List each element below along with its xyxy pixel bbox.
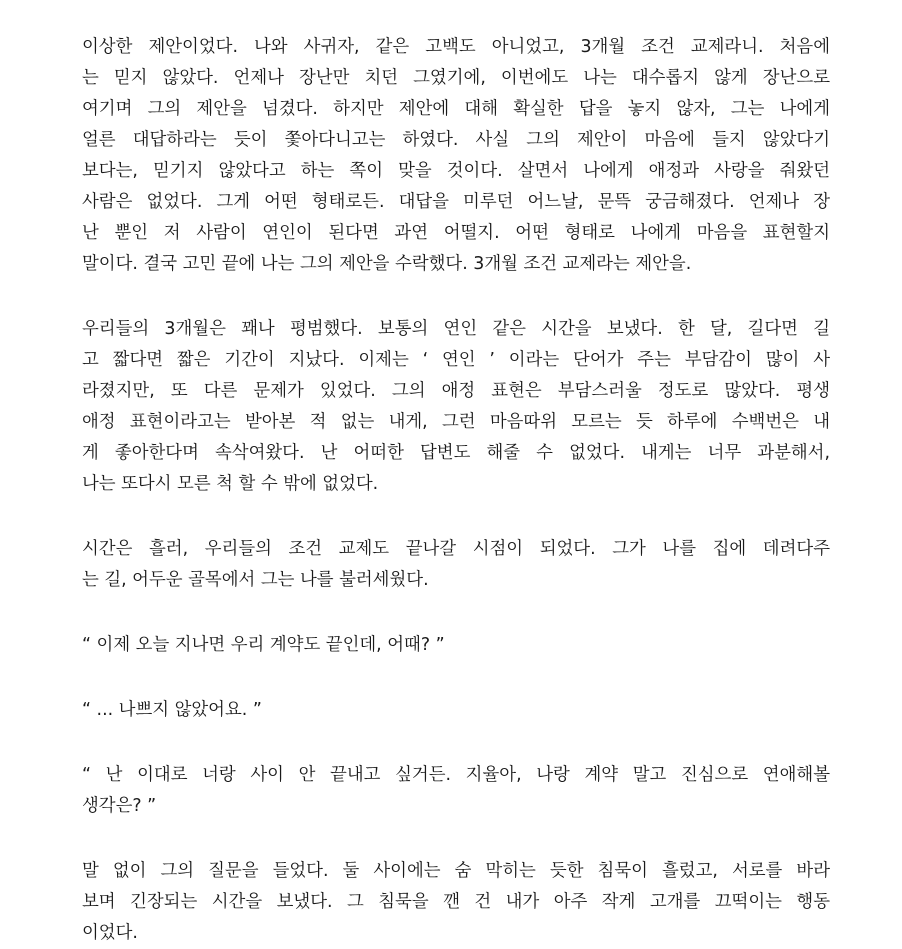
text-line: 나는 또다시 모른 척 할 수 밖에 없었다.	[82, 474, 379, 494]
paragraph-1	[82, 32, 830, 280]
text-line: 말이다. 결국 고민 끝에 나는 그의 제안을 수락했다. 3개월 조건 교제라는 제안을.	[82, 254, 692, 274]
paragraph-gap	[82, 726, 830, 760]
story-text	[82, 32, 830, 949]
text-line: “ 이제 오늘 지나면 우리 계약도 끝인데, 어때? ”	[82, 635, 445, 655]
text-line: 는 길, 어두운 골목에서 그는 나를 불러세웠다.	[82, 570, 429, 590]
text-line: “ ... 나쁘지 않았어요. ”	[82, 700, 262, 720]
text-line: 이상한 제안이었다. 나와 사귀자, 같은 고백도 아니었고, 3개월 조건 교제라니. 처음에	[82, 37, 830, 57]
text-line: “ 난 이대로 너랑 사이 안 끝내고 싶거든. 지율아, 나랑 계약 말고 진심으로 연애해볼	[82, 765, 830, 785]
paragraph-gap	[82, 500, 830, 534]
paragraph-gap	[82, 596, 830, 630]
text-line: 말 없이 그의 질문을 들었다. 둘 사이에는 숨 막히는 듯한 침묵이 흘렀고, 서로를 바라	[82, 861, 830, 881]
dialogue-2	[82, 695, 830, 726]
paragraph-3	[82, 534, 830, 596]
text-line: 게 좋아한다며 속삭여왔다. 난 어떠한 답변도 해줄 수 없었다. 내게는 너무 과분해서,	[82, 443, 830, 463]
paragraph-gap	[82, 280, 830, 314]
text-line: 고 짧다면 짧은 기간이 지났다. 이제는 ‘ 연인 ’ 이라는 단어가 주는 부담감이 많이 사	[82, 350, 830, 370]
text-line: 여기며 그의 제안을 넘겼다. 하지만 제안에 대해 확실한 답을 놓지 않자, 그는 나에게	[82, 99, 830, 119]
paragraph-2	[82, 314, 830, 500]
text-line: 사람은 없었다. 그게 어떤 형태로든. 대답을 미루던 어느날, 문뜩 궁금해졌다. 언제나 장	[82, 192, 830, 212]
text-line: 생각은? ”	[82, 796, 157, 816]
text-line: 보다는, 믿기지 않았다고 하는 쪽이 맞을 것이다. 살면서 나에게 애정과 사랑을 줘왔던	[82, 161, 830, 181]
text-line: 보며 긴장되는 시간을 보냈다. 그 침묵을 깬 건 내가 아주 작게 고개를 끄떡이는 행동	[82, 892, 830, 912]
text-line: 시간은 흘러, 우리들의 조건 교제도 끝나갈 시점이 되었다. 그가 나를 집에 데려다주	[82, 539, 830, 559]
dialogue-1	[82, 630, 830, 661]
paragraph-gap	[82, 661, 830, 695]
text-line: 라졌지만, 또 다른 문제가 있었다. 그의 애정 표현은 부담스러울 정도로 많았다. 평생	[82, 381, 830, 401]
text-line: 난 뿐인 저 사람이 연인이 된다면 과연 어떨지. 어떤 형태로 나에게 마음을 표현할지	[82, 223, 830, 243]
paragraph-gap	[82, 822, 830, 856]
text-line: 는 믿지 않았다. 언제나 장난만 치던 그였기에, 이번에도 나는 대수롭지 않게 장난으로	[82, 68, 830, 88]
text-line: 우리들의 3개월은 꽤나 평범했다. 보통의 연인 같은 시간을 보냈다. 한 달, 길다면 길	[82, 319, 830, 339]
text-line: 얼른 대답하라는 듯이 쫓아다니고는 하였다. 사실 그의 제안이 마음에 들지 않았다기	[82, 130, 830, 150]
dialogue-3	[82, 760, 830, 822]
text-line: 애정 표현이라고는 받아본 적 없는 내게, 그런 마음따위 모르는 듯 하루에 수백번은 내	[82, 412, 830, 432]
paragraph-4	[82, 856, 830, 949]
text-line: 이었다.	[82, 923, 138, 943]
